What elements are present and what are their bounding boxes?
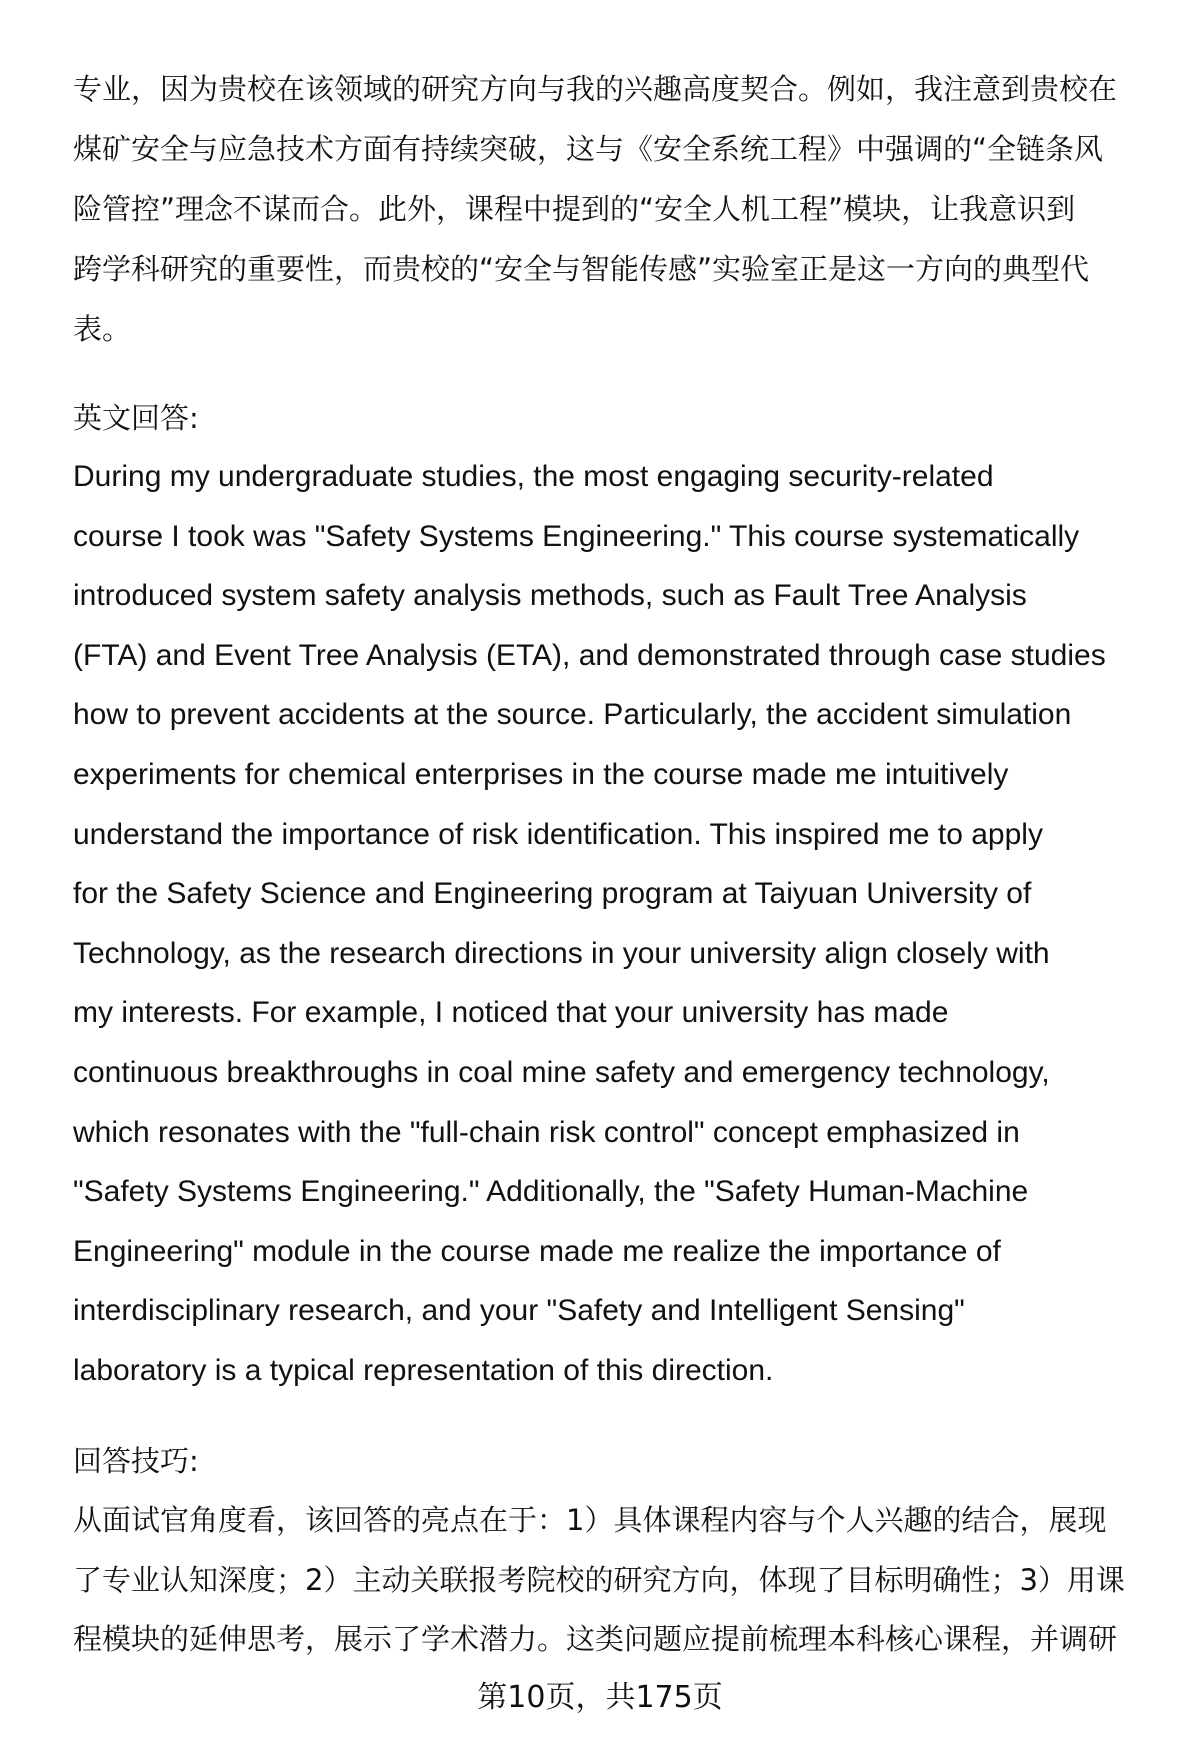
- english-answer-line: Engineering" module in the course made me realize the importance of: [73, 1234, 1001, 1268]
- english-answer-line: experiments for chemical enterprises in the course made me intuitively: [73, 758, 1009, 791]
- intro-text-line: 险管控”理念不谋而合。此外，课程中提到的“安全人机工程”模块，让我意识到: [73, 192, 1076, 226]
- english-answer-line: interdisciplinary research, and your "Safety and Intelligent Sensing": [73, 1294, 965, 1328]
- english-answer-line: introduced system safety analysis methods, such as Fault Tree Analysis: [73, 579, 1027, 613]
- intro-text-line: 表。: [73, 312, 132, 346]
- english-answer-line: understand the importance of risk identification. This inspired me to apply: [73, 817, 1043, 851]
- answer-tips-line: 从面试官角度看，该回答的亮点在于：1）具体课程内容与个人兴趣的结合，展现: [73, 1503, 1107, 1537]
- answer-tips-heading: 回答技巧:: [73, 1444, 199, 1478]
- english-answer-line: for the Safety Science and Engineering program at Taiyuan University of: [73, 877, 1032, 911]
- english-answer-line: continuous breakthroughs in coal mine safety and emergency technology,: [73, 1056, 1050, 1089]
- intro-text-line: 专业，因为贵校在该领域的研究方向与我的兴趣高度契合。例如，我注意到贵校在: [73, 72, 1118, 106]
- english-answer-line: Technology, as the research directions in your university align closely with: [73, 936, 1050, 970]
- english-answer-line: "Safety Systems Engineering." Additionally, the "Safety Human-Machine: [73, 1175, 1029, 1209]
- english-answer-line: During my undergraduate studies, the most engaging security-related: [73, 460, 994, 493]
- english-answer-line: laboratory is a typical representation of this direction.: [73, 1354, 774, 1387]
- english-answer-heading: 英文回答:: [73, 401, 199, 435]
- intro-text-line: 煤矿安全与应急技术方面有持续突破，这与《安全系统工程》中强调的“全链条风: [73, 132, 1104, 166]
- english-answer-line: how to prevent accidents at the source. Particularly, the accident simulation: [73, 698, 1072, 732]
- page-number: 第10页，共175页: [477, 1680, 723, 1715]
- intro-text-line: 跨学科研究的重要性，而贵校的“安全与智能传感”实验室正是这一方向的典型代: [73, 252, 1090, 286]
- english-answer-line: my interests. For example, I noticed that your university has made: [73, 996, 949, 1030]
- english-answer-line: (FTA) and Event Tree Analysis (ETA), and demonstrated through case studies: [73, 638, 1106, 672]
- english-answer-line: course I took was "Safety Systems Engineering." This course systematically: [73, 519, 1080, 553]
- english-answer-line: which resonates with the "full-chain risk control" concept emphasized in: [73, 1115, 1020, 1149]
- answer-tips-line: 程模块的延伸思考，展示了学术潜力。这类问题应提前梳理本科核心课程，并调研: [73, 1622, 1118, 1657]
- answer-tips-line: 了专业认知深度；2）主动关联报考院校的研究方向，体现了目标明确性；3）用课: [73, 1562, 1125, 1597]
